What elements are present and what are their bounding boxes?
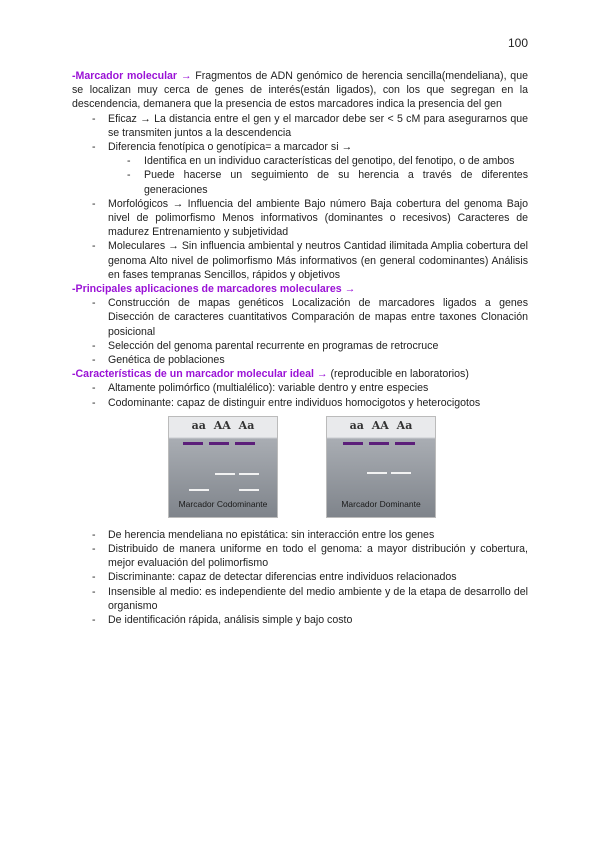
- marcador-heading: -Marcador molecular →: [72, 70, 192, 82]
- gel-band: [189, 489, 209, 491]
- ideal-note: (reproducible en laboratorios): [327, 368, 469, 381]
- gel-band: [215, 473, 235, 475]
- ideal-heading: -Características de un marcador molecular ideal →: [72, 368, 328, 381]
- gel-band: [395, 442, 415, 445]
- list-item: - De identificación rápida, análisis simple y bajo costo: [72, 613, 528, 627]
- marcador-text: Fragmentos de ADN genómico de herencia sencilla(mendeliana), que se localizan muy cerca de genes de interés(están ligados), con los que segregan en la descendencia, demanera que la presencia de estos marcadores indica la presencia del gen: [72, 70, 528, 111]
- page-content: [72, 69, 528, 627]
- aplicaciones-list: [72, 296, 528, 367]
- list-item: - Genética de poblaciones: [72, 353, 528, 367]
- dominant-caption: Marcador Dominante: [341, 498, 421, 509]
- marcador-definition: [72, 69, 528, 112]
- list-item: - Moleculares → Sin influencia ambiental y neutros Cantidad ilimitada Amplia cobertura del genoma Alto nivel de polimorfismo Más informativos (en general codominantes) Análisis en fases tempranas Sencillos, rápidos y objetivos: [72, 239, 528, 282]
- sub-list-item: - Puede hacerse un seguimiento de su herencia a través de diferentes generaciones: [72, 168, 528, 196]
- gel-band: [367, 472, 387, 474]
- codominant-caption: Marcador Codominante: [178, 498, 268, 509]
- gel-lane-labels: aa AA Aa: [349, 418, 413, 432]
- gel-band: [235, 442, 255, 445]
- list-item: - Distribuido de manera uniforme en todo el genoma: a mayor distribución y cobertura, mejor evaluación del polimorfismo: [72, 542, 528, 570]
- marcador-list: [72, 112, 528, 155]
- ideal-list-top: [72, 381, 528, 409]
- marcador-sublist: [72, 154, 528, 197]
- codominant-gel-image: [168, 416, 278, 518]
- gel-band: [343, 442, 363, 445]
- list-item: - Codominante: capaz de distinguir entre individuos homocigotos y heterocigotos: [72, 396, 528, 410]
- list-item: - Discriminante: capaz de detectar diferencias entre individuos relacionados: [72, 570, 528, 584]
- ideal-list-bottom: [72, 528, 528, 627]
- sub-list-item: - Identifica en un individuo características del genotipo, del fenotipo, o de ambos: [72, 154, 528, 168]
- gel-band: [183, 442, 203, 445]
- list-item: - Eficaz → La distancia entre el gen y el marcador debe ser < 5 cM para asegurarnos que se transmiten juntos a la descendencia: [72, 112, 528, 140]
- list-item: - Diferencia fenotípica o genotípica= a marcador si →: [72, 140, 528, 154]
- ideal-heading-line: [72, 367, 528, 381]
- gel-band: [391, 472, 411, 474]
- list-item: - Selección del genoma parental recurrente en programas de retrocruce: [72, 339, 528, 353]
- list-item: - Construcción de mapas genéticos Localización de marcadores ligados a genes Disección de caracteres cuantitativos Comparación de mapas entre taxones Clonación posicional: [72, 296, 528, 339]
- gel-band: [369, 442, 389, 445]
- marcador-types-list: [72, 197, 528, 282]
- marker-figures: [72, 416, 528, 520]
- aplicaciones-heading: -Principales aplicaciones de marcadores moleculares →: [72, 283, 356, 296]
- dominant-gel-image: [326, 416, 436, 518]
- aplicaciones-heading-line: [72, 282, 528, 296]
- gel-band: [239, 489, 259, 491]
- list-item: - Morfológicos → Influencia del ambiente Bajo número Baja cobertura del genoma Bajo nivel de polimorfismo Menos informativos (dominantes o recesivos) Caracteres de madurez Entrenamiento y subjetividad: [72, 197, 528, 240]
- gel-band: [209, 442, 229, 445]
- list-item: - Insensible al medio: es independiente del medio ambiente y de la etapa de desarrollo del organismo: [72, 585, 528, 613]
- page-number: 100: [507, 36, 528, 50]
- gel-band: [239, 473, 259, 475]
- gel-lane-labels: aa AA Aa: [191, 418, 255, 432]
- list-item: - De herencia mendeliana no epistática: sin interacción entre los genes: [72, 528, 528, 542]
- list-item: - Altamente polimórfico (multialélico): variable dentro y entre especies: [72, 381, 528, 395]
